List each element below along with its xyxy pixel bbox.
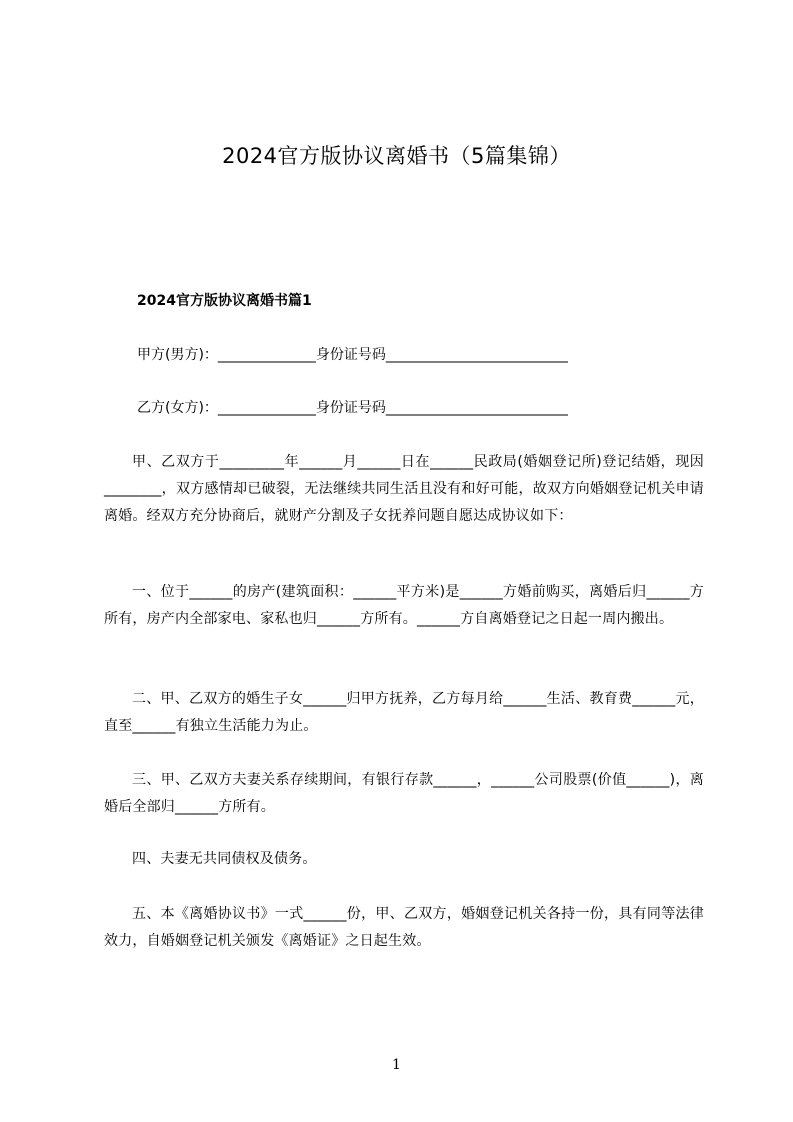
party-b-line: 乙方(女方)：______________身份证号码__________________________ bbox=[137, 400, 568, 416]
paragraph-child-custody: 二、甲、乙双方的婚生子女______归甲方抚养，乙方每月给______生活、教育费______元，直至______有独立生活能力为止。 bbox=[104, 691, 704, 734]
paragraph-property: 一、位于______的房产(建筑面积：______平方米)是______方婚前购买，离婚后归______方所有，房产内全部家电、家私也归______方所有。______方自离婚登记之日起一周内搬出。 bbox=[104, 584, 704, 627]
document-title: 2024官方版协议离婚书（5篇集锦） bbox=[222, 144, 571, 168]
paragraph-copies: 五、本《离婚协议书》一式______份，甲、乙双方，婚姻登记机关各持一份，具有同等法律效力，自婚姻登记机关颁发《离婚证》之日起生效。 bbox=[104, 906, 704, 949]
page-number: 1 bbox=[392, 1057, 401, 1073]
paragraph-intro: 甲、乙双方于_________年______月______日在______民政局(婚姻登记所)登记结婚，现因________，双方感情却已破裂，无法继续共同生活且没有和好可能，故双方向婚姻登记机关申请离婚。经双方充分协商后，就财产分割及子女抚养问题自愿达成协议如下： bbox=[104, 454, 704, 524]
paragraph-savings: 三、甲、乙双方夫妻关系存续期间，有银行存款______，______公司股票(价值______)，离婚后全部归______方所有。 bbox=[104, 772, 704, 815]
section-heading: 2024官方版协议离婚书篇1 bbox=[137, 293, 312, 309]
paragraph-debts: 四、夫妻无共同债权及债务。 bbox=[132, 851, 317, 867]
party-a-line: 甲方(男方)：______________身份证号码__________________________ bbox=[137, 347, 568, 363]
